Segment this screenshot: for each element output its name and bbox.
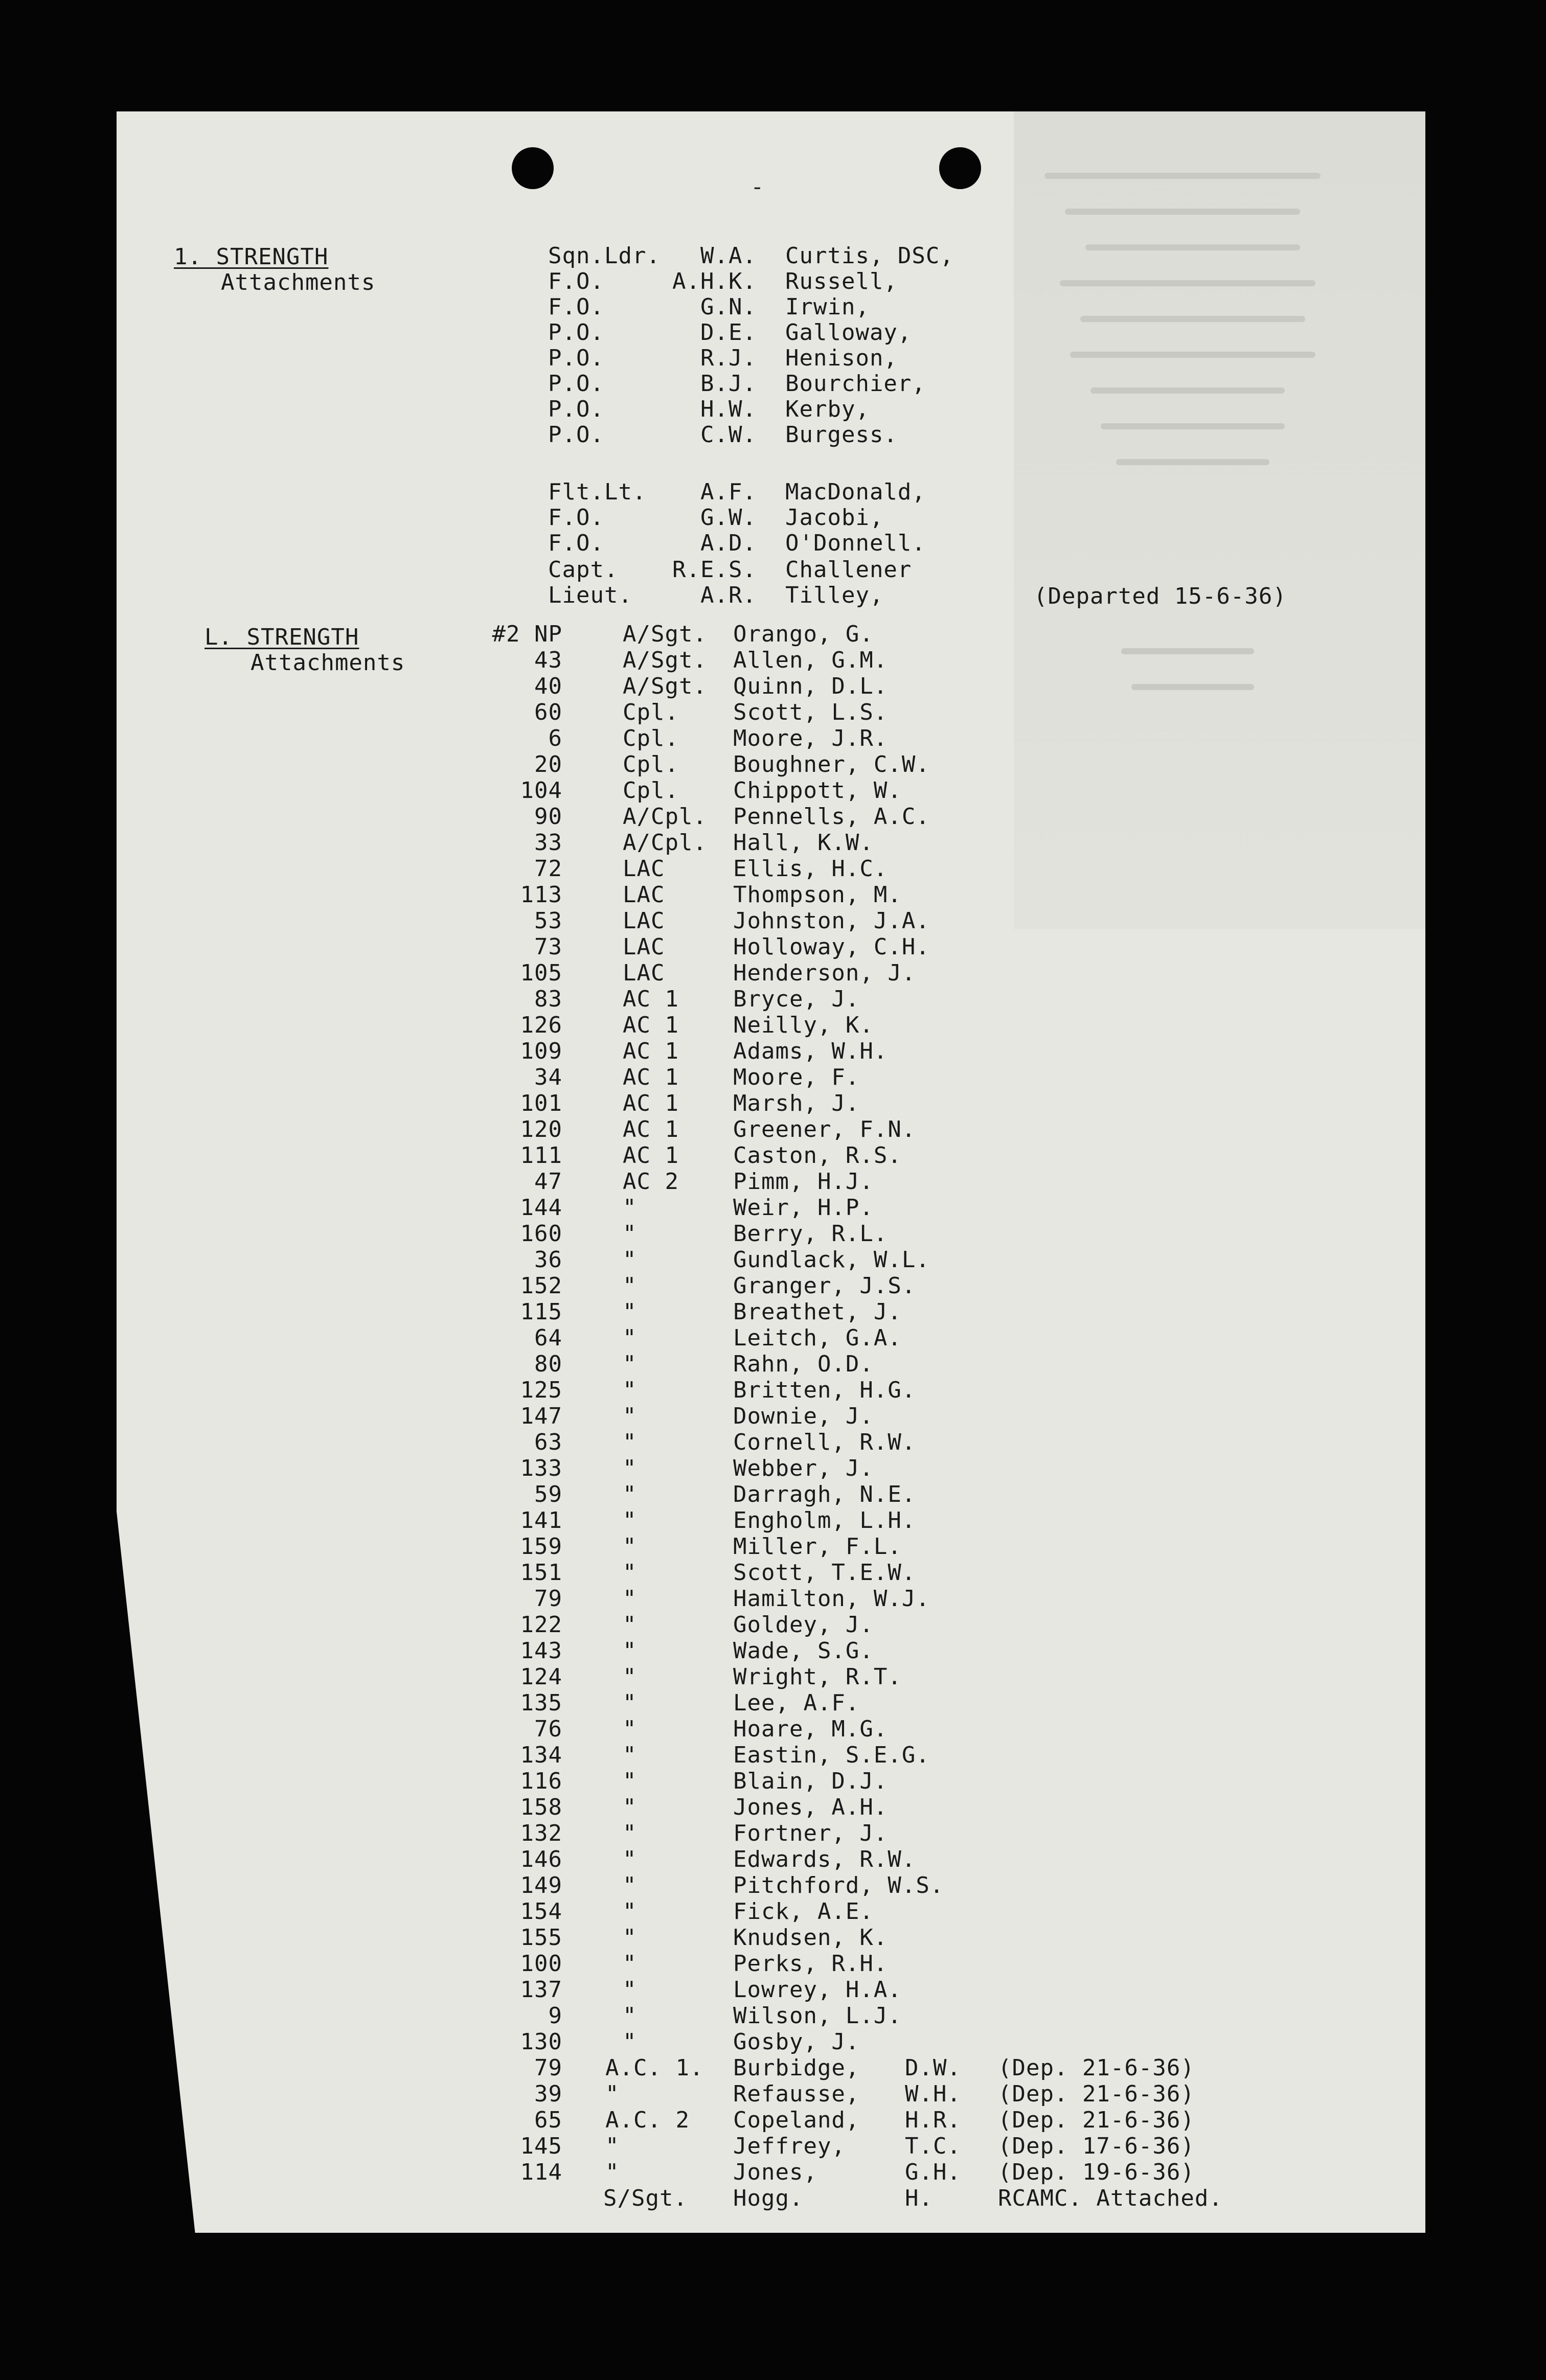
airman-rank: A.C. 1. [605,2055,704,2081]
airman-rank: " [623,2003,637,2029]
service-number: 109 [520,1038,562,1064]
airman-name: Fick, A.E. [733,1898,874,1925]
service-number: 152 [520,1273,562,1299]
officer-initials: A.H.K. [672,268,757,294]
service-number: 116 [520,1768,562,1794]
airman-rank: LAC [623,960,665,986]
officer-surname: Henison, [785,345,898,371]
service-number: 114 [520,2159,562,2185]
airman-initials: D.W. [905,2055,961,2081]
airman-rank: " [623,2029,637,2055]
airman-name: Granger, J.S. [733,1273,916,1299]
airman-name: Marsh, J. [733,1090,860,1116]
officer-surname: Challener [785,557,912,583]
airman-rank: A/Sgt. [623,673,707,699]
service-number: 141 [520,1507,562,1534]
service-number: 76 [534,1716,562,1742]
officer-initials: C.W. [700,422,757,448]
officer-rank: Lieut. [548,582,632,608]
airman-rank: A.C. 2 [605,2107,690,2133]
airman-name: Downie, J. [733,1403,874,1429]
service-number: 113 [520,882,562,908]
service-number: 34 [534,1064,562,1090]
officer-initials: H.W. [700,396,757,422]
airman-name: Leitch, G.A. [733,1325,902,1351]
service-number: 101 [520,1090,562,1116]
officer-rank: F.O. [548,505,604,531]
airman-rank: AC 1 [623,986,679,1012]
airman-rank: Cpl. [623,699,679,725]
service-number: 134 [520,1742,562,1768]
airman-name: Bryce, J. [733,986,860,1012]
service-number: 111 [520,1142,562,1169]
officer-rank: Sqn.Ldr. [548,243,661,269]
airman-rank: LAC [623,882,665,908]
airman-rank: A/Cpl. [623,804,707,830]
officer-rank: P.O. [548,371,604,397]
airman-rank: " [623,1247,637,1273]
airman-rank: " [623,1898,637,1925]
airman-rank: Cpl. [623,725,679,751]
officer-rank: Flt.Lt. [548,479,647,505]
airman-name: Miller, F.L. [733,1534,902,1560]
airman-rank: " [623,1560,637,1586]
departure-note: (Dep. 19-6-36) [998,2159,1195,2185]
officer-initials: A.D. [700,530,757,556]
service-number: 158 [520,1794,562,1820]
airman-rank: AC 2 [623,1169,679,1195]
airman-name: Pimm, H.J. [733,1169,874,1195]
officer-rank: F.O. [548,268,604,294]
officer-surname: MacDonald, [785,479,926,505]
service-number: 47 [534,1169,562,1195]
airman-rank: AC 1 [623,1090,679,1116]
service-number: 144 [520,1195,562,1221]
airman-rank: LAC [623,908,665,934]
airman-name: Hamilton, W.J. [733,1586,930,1612]
airman-name: Wright, R.T. [733,1664,902,1690]
attached-rank: S/Sgt. [603,2185,688,2211]
airman-name: Wade, S.G. [733,1638,874,1664]
airman-name: Berry, R.L. [733,1221,888,1247]
punch-hole-left [512,147,554,189]
airman-rank: LAC [623,934,665,960]
airman-name: Breathet, J. [733,1299,902,1325]
airman-name: Allen, G.M. [733,647,888,673]
section-a-subheading: Attachments [221,269,376,295]
airman-rank: A/Sgt. [623,621,707,647]
section-b-heading: L. STRENGTH [204,624,359,650]
airman-rank: " [623,1481,637,1507]
departure-note: (Dep. 21-6-36) [998,2081,1195,2107]
airman-rank: " [623,1872,637,1898]
service-number: 105 [520,960,562,986]
airman-rank: " [623,1221,637,1247]
officer-surname: Bourchier, [785,371,926,397]
officer-initials: A.F. [700,479,757,505]
airman-rank: Cpl. [623,751,679,777]
service-number: 120 [520,1116,562,1142]
airman-name: Webber, J. [733,1455,874,1481]
service-number: 63 [534,1429,562,1455]
service-number: 151 [520,1560,562,1586]
officer-initials: G.N. [700,294,757,320]
center-mark: - [751,174,764,200]
airman-name: Fortner, J. [733,1820,888,1846]
airman-name: Wilson, L.J. [733,2003,902,2029]
service-number: 159 [520,1534,562,1560]
airman-surname: Jones, [733,2159,817,2185]
airman-name: Henderson, J. [733,960,916,986]
service-number: 122 [520,1612,562,1638]
service-number: 65 [534,2107,562,2133]
airman-name: Scott, T.E.W. [733,1560,916,1586]
airman-name: Hall, K.W. [733,830,874,856]
airman-rank: " [623,1351,637,1377]
departure-note: (Dep. 21-6-36) [998,2055,1195,2081]
officer-initials: R.E.S. [672,557,757,583]
airman-rank: " [623,1925,637,1951]
airman-name: Edwards, R.W. [733,1846,916,1872]
airman-name: Caston, R.S. [733,1142,902,1169]
airman-rank: " [623,1977,637,2003]
officer-initials: B.J. [700,371,757,397]
service-number: 79 [534,1586,562,1612]
service-number: #2 NP [492,621,562,647]
airman-rank: Cpl. [623,777,679,804]
officer-surname: Irwin, [785,294,870,320]
airman-name: Moore, J.R. [733,725,888,751]
airman-name: Knudsen, K. [733,1925,888,1951]
officer-rank: Capt. [548,557,619,583]
service-number: 100 [520,1951,562,1977]
airman-name: Johnston, J.A. [733,908,930,934]
punch-hole-right [939,147,981,189]
airman-initials: W.H. [905,2081,961,2107]
airman-name: Lowrey, H.A. [733,1977,902,2003]
departed-note: (Departed 15-6-36) [1034,583,1287,609]
service-number: 72 [534,856,562,882]
attached-note: RCAMC. Attached. [998,2185,1223,2211]
service-number: 137 [520,1977,562,2003]
service-number: 90 [534,804,562,830]
officer-surname: Galloway, [785,319,912,346]
airman-name: Gundlack, W.L. [733,1247,930,1273]
airman-name: Lee, A.F. [733,1690,860,1716]
airman-name: Jones, A.H. [733,1794,888,1820]
service-number: 43 [534,647,562,673]
departure-note: (Dep. 17-6-36) [998,2133,1195,2159]
service-number: 79 [534,2055,562,2081]
airman-rank: AC 1 [623,1038,679,1064]
airman-rank: " [623,1664,637,1690]
airman-name: Moore, F. [733,1064,860,1090]
section-a-heading: 1. STRENGTH [174,244,329,270]
officer-surname: Jacobi, [785,505,884,531]
service-number: 9 [548,2003,562,2029]
service-number: 125 [520,1377,562,1403]
airman-name: Eastin, S.E.G. [733,1742,930,1768]
airman-name: Pitchford, W.S. [733,1872,944,1898]
departure-note: (Dep. 21-6-36) [998,2107,1195,2133]
officer-rank: F.O. [548,294,604,320]
service-number: 135 [520,1690,562,1716]
airman-name: Holloway, C.H. [733,934,930,960]
service-number: 115 [520,1299,562,1325]
airman-rank: A/Cpl. [623,830,707,856]
service-number: 133 [520,1455,562,1481]
service-number: 20 [534,751,562,777]
attached-surname: Hogg. [733,2185,804,2211]
airman-name: Orango, G. [733,621,874,647]
officer-surname: Burgess. [785,422,898,448]
airman-rank: " [623,1429,637,1455]
service-number: 36 [534,1247,562,1273]
airman-name: Pennells, A.C. [733,804,930,830]
airman-rank: " [623,1299,637,1325]
service-number: 104 [520,777,562,804]
service-number: 59 [534,1481,562,1507]
officer-surname: Curtis, DSC, [785,243,954,269]
airman-name: Blain, D.J. [733,1768,888,1794]
airman-rank: " [623,1820,637,1846]
service-number: 154 [520,1898,562,1925]
service-number: 33 [534,830,562,856]
airman-surname: Copeland, [733,2107,860,2133]
officer-initials: R.J. [700,345,757,371]
airman-rank: " [623,1507,637,1534]
airman-rank: " [623,1794,637,1820]
service-number: 130 [520,2029,562,2055]
officer-initials: G.W. [700,505,757,531]
airman-rank: " [623,1586,637,1612]
bleed-through-area [1014,111,1425,929]
officer-initials: W.A. [700,243,757,269]
service-number: 146 [520,1846,562,1872]
service-number: 147 [520,1403,562,1429]
airman-rank: " [623,1612,637,1638]
airman-name: Gosby, J. [733,2029,860,2055]
service-number: 64 [534,1325,562,1351]
airman-name: Adams, W.H. [733,1038,888,1064]
officer-rank: F.O. [548,530,604,556]
airman-name: Boughner, C.W. [733,751,930,777]
service-number: 53 [534,908,562,934]
officer-surname: Tilley, [785,582,884,608]
officer-surname: O'Donnell. [785,530,926,556]
service-number: 124 [520,1664,562,1690]
service-number: 73 [534,934,562,960]
airman-name: Neilly, K. [733,1012,874,1038]
airman-initials: G.H. [905,2159,961,2185]
officer-surname: Russell, [785,268,898,294]
airman-rank: AC 1 [623,1142,679,1169]
service-number: 155 [520,1925,562,1951]
service-number: 132 [520,1820,562,1846]
airman-name: Rahn, O.D. [733,1351,874,1377]
airman-name: Perks, R.H. [733,1951,888,1977]
service-number: 149 [520,1872,562,1898]
service-number: 143 [520,1638,562,1664]
airman-rank: " [623,1534,637,1560]
airman-name: Engholm, L.H. [733,1507,916,1534]
service-number: 80 [534,1351,562,1377]
airman-rank: A/Sgt. [623,647,707,673]
airman-rank: AC 1 [623,1012,679,1038]
airman-name: Ellis, H.C. [733,856,888,882]
service-number: 126 [520,1012,562,1038]
airman-name: Weir, H.P. [733,1195,874,1221]
airman-rank: " [623,1403,637,1429]
airman-rank: " [623,1273,637,1299]
airman-name: Britten, H.G. [733,1377,916,1403]
airman-initials: T.C. [905,2133,961,2159]
attached-initials: H. [905,2185,933,2211]
officer-rank: P.O. [548,396,604,422]
airman-name: Greener, F.N. [733,1116,916,1142]
service-number: 39 [534,2081,562,2107]
airman-name: Darragh, N.E. [733,1481,916,1507]
airman-rank: " [623,1716,637,1742]
officer-initials: D.E. [700,319,757,346]
airman-rank: " [623,1951,637,1977]
airman-rank: " [623,1742,637,1768]
officer-rank: P.O. [548,319,604,346]
airman-rank: " [623,1768,637,1794]
service-number: 83 [534,986,562,1012]
airman-rank: " [623,1455,637,1481]
airman-name: Hoare, M.G. [733,1716,888,1742]
airman-rank: " [623,1377,637,1403]
airman-rank: " [605,2081,620,2107]
section-b-subheading: Attachments [251,650,405,676]
service-number: 6 [548,725,562,751]
officer-rank: P.O. [548,345,604,371]
airman-rank: AC 1 [623,1116,679,1142]
airman-rank: " [623,1195,637,1221]
airman-name: Chippott, W. [733,777,902,804]
airman-name: Scott, L.S. [733,699,888,725]
airman-rank: " [623,1690,637,1716]
airman-surname: Refausse, [733,2081,860,2107]
airman-rank: " [623,1325,637,1351]
service-number: 160 [520,1221,562,1247]
officer-initials: A.R. [700,582,757,608]
airman-rank: " [605,2159,620,2185]
officer-surname: Kerby, [785,396,870,422]
airman-rank: " [623,1638,637,1664]
airman-surname: Burbidge, [733,2055,860,2081]
airman-name: Quinn, D.L. [733,673,888,699]
airman-name: Goldey, J. [733,1612,874,1638]
service-number: 40 [534,673,562,699]
officer-rank: P.O. [548,422,604,448]
airman-name: Thompson, M. [733,882,902,908]
airman-rank: AC 1 [623,1064,679,1090]
airman-rank: " [605,2133,620,2159]
service-number: 60 [534,699,562,725]
airman-initials: H.R. [905,2107,961,2133]
service-number: 145 [520,2133,562,2159]
airman-rank: LAC [623,856,665,882]
airman-rank: " [623,1846,637,1872]
airman-name: Cornell, R.W. [733,1429,916,1455]
airman-surname: Jeffrey, [733,2133,846,2159]
